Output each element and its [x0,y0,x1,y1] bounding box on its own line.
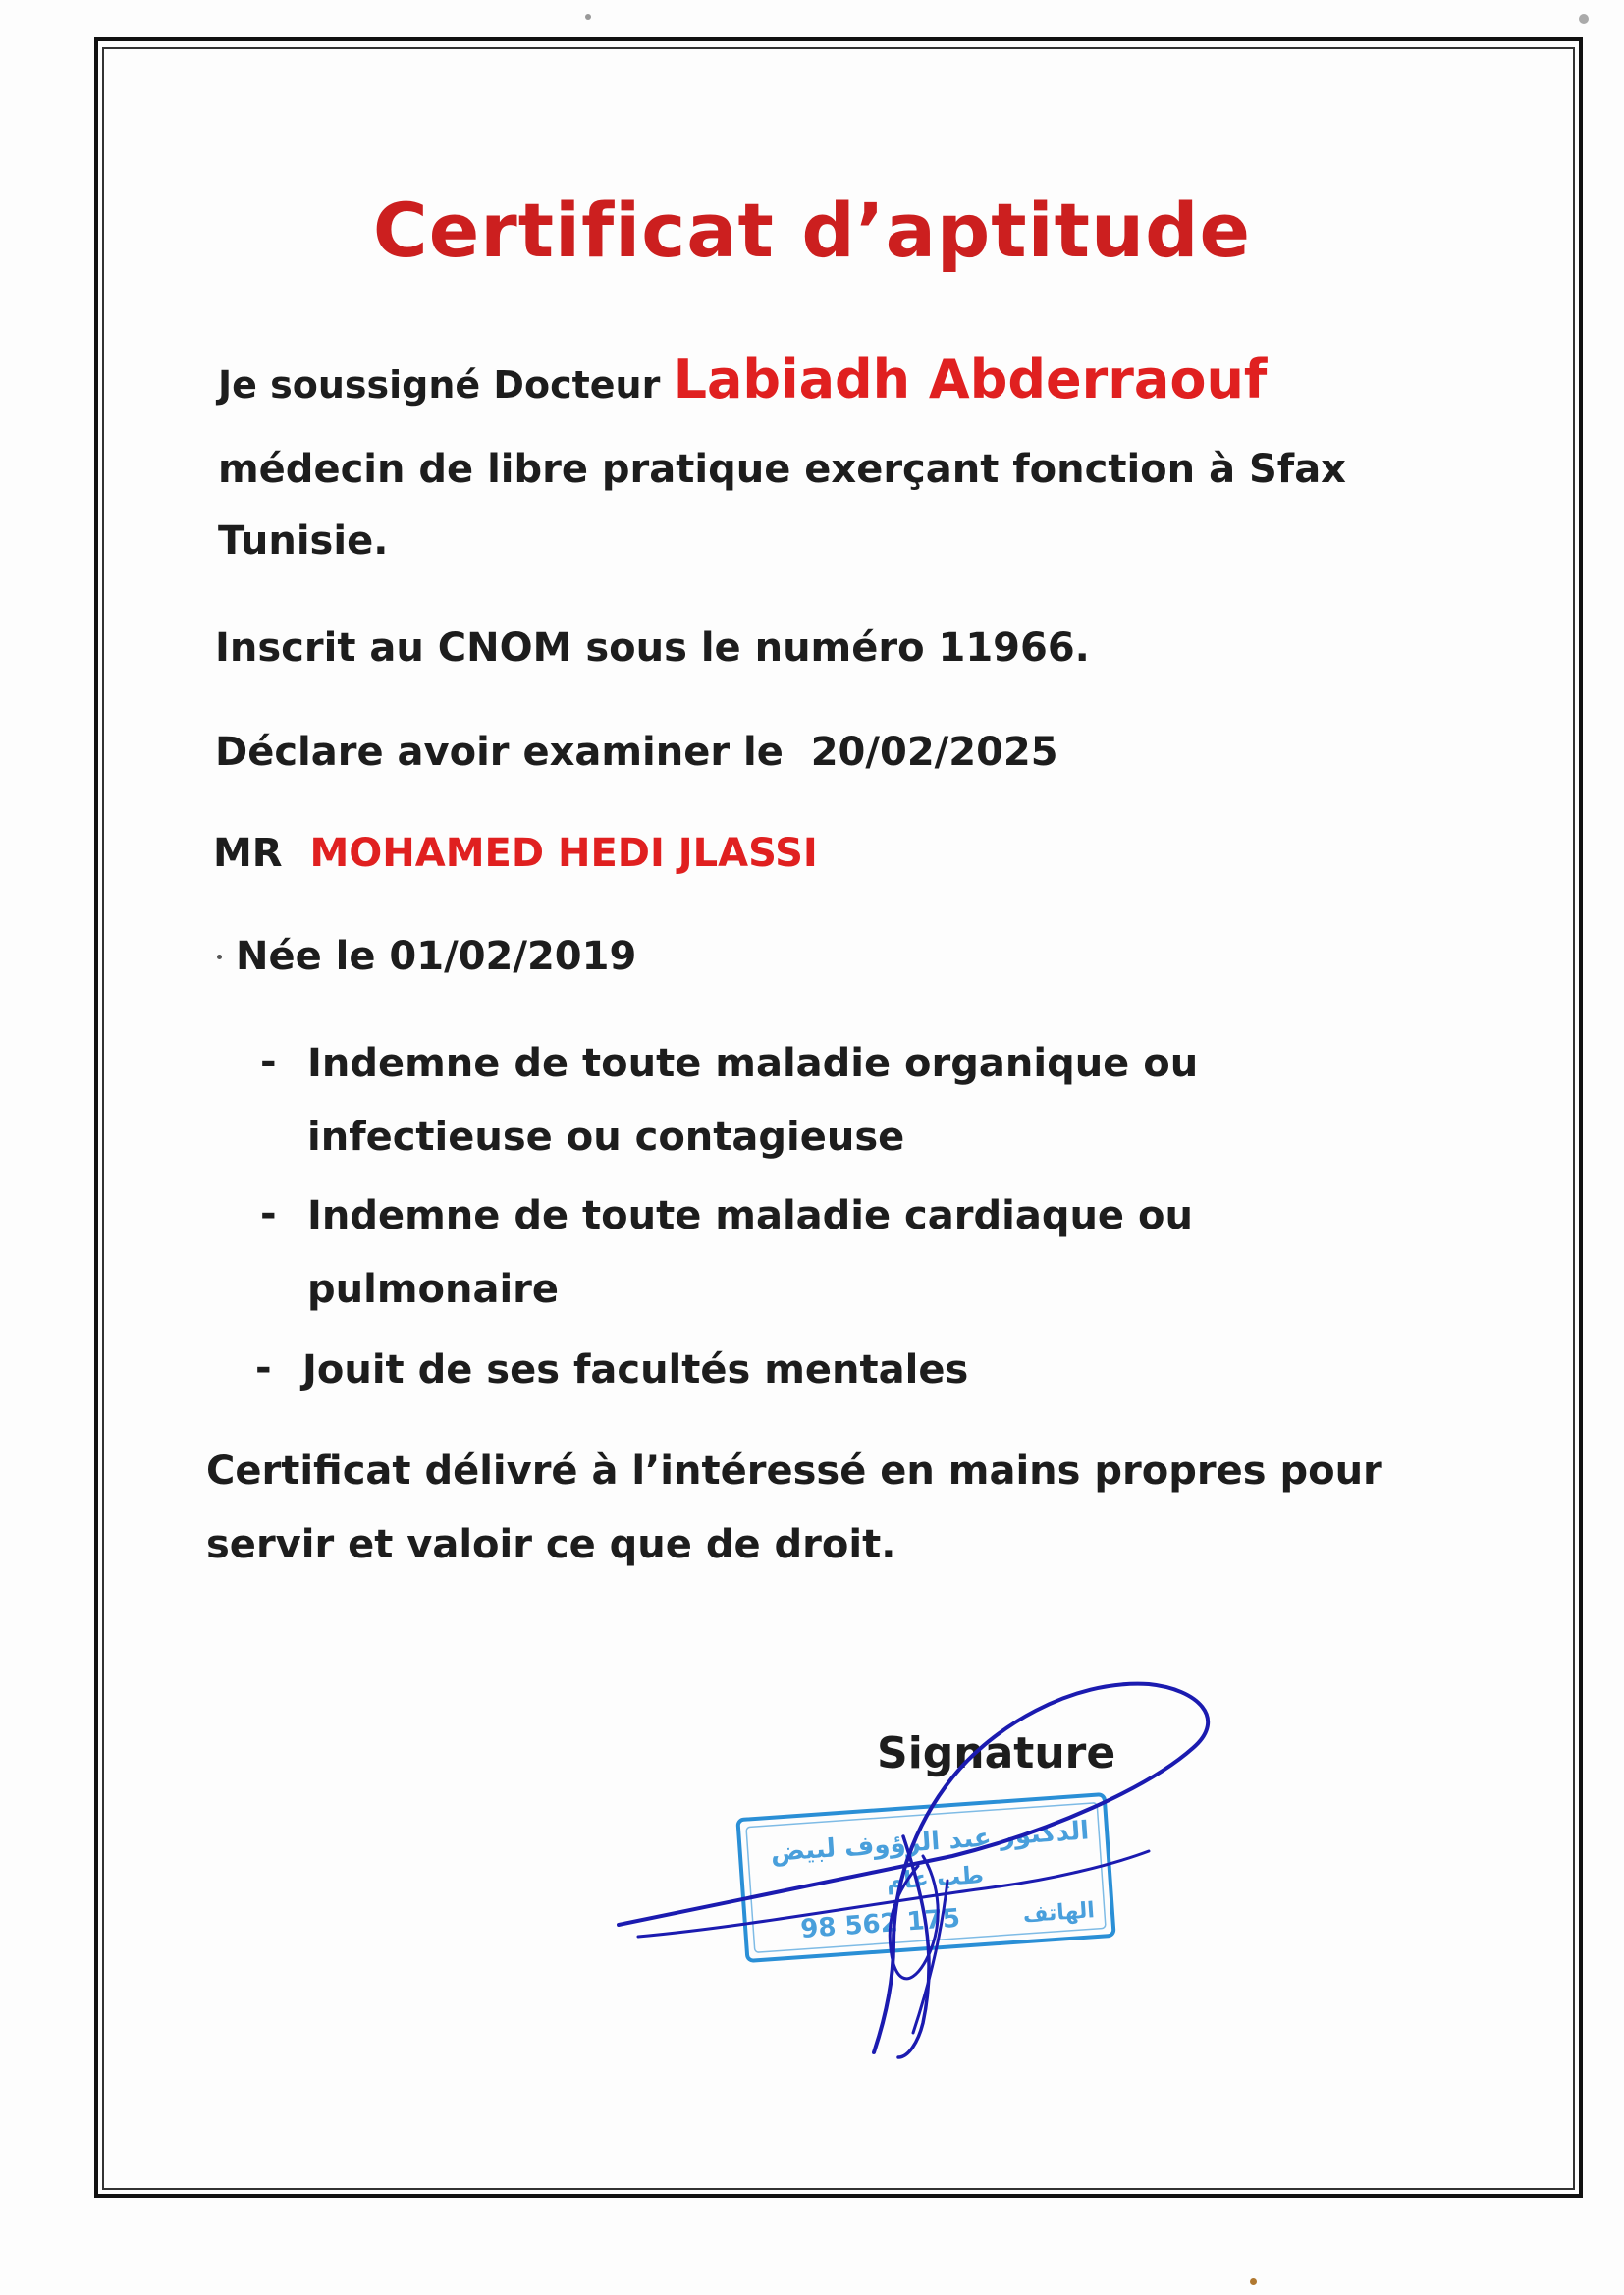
stamp-phone-label: الهاتف [1022,1898,1096,1929]
finding-line-2: infectieuse ou contagieuse [307,1115,905,1160]
birth-line: Née le 01/02/2019 [236,934,637,979]
intro-line [218,349,1267,410]
cnom-line: Inscrit au CNOM sous le numéro 11966. [215,626,1090,671]
closing-line-2: servir et valoir ce que de droit. [206,1522,896,1567]
closing-line-1: Certificat délivré à l’intéressé en mains propres pour [206,1448,1382,1494]
list-dash: - [260,1191,277,1236]
intro-prefix: Je soussigné Docteur [218,363,674,407]
certificate-title: Certificat d’aptitude [372,187,1252,274]
stamp-name-text: الدكتور عبد الرؤوف لبيض [769,1816,1091,1868]
exam-line [215,730,1058,775]
scan-speck [1579,14,1589,24]
signature-label: Signature [877,1728,1116,1778]
patient-name: MOHAMED HEDI JLASSI [309,831,818,876]
finding-line-1: Indemne de toute maladie cardiaque ou [307,1193,1193,1238]
patient-line [213,831,818,876]
scan-speck [585,14,591,20]
finding-line-2: pulmonaire [307,1267,560,1312]
finding-line-1: Jouit de ses facultés mentales [302,1347,969,1393]
exam-date: 20/02/2025 [810,730,1058,775]
practice-line-1: médecin de libre pratique exerçant fonction à Sfax [218,447,1346,492]
scan-speck [217,955,222,959]
practice-line-2: Tunisie. [218,519,389,564]
patient-prefix: MR [213,831,283,876]
list-dash: - [255,1345,272,1391]
finding-line-1: Indemne de toute maladie organique ou [307,1041,1199,1086]
stamp-phone-text: 98 562 175 [799,1903,961,1944]
exam-prefix: Déclare avoir examiner le [215,730,784,775]
handwritten-signature [599,1669,1237,2062]
stamp-specialty-text: طب عام [885,1860,985,1895]
doctor-name: Labiadh Abderraouf [673,349,1268,410]
scan-speck [1250,2278,1257,2285]
list-dash: - [260,1039,277,1084]
